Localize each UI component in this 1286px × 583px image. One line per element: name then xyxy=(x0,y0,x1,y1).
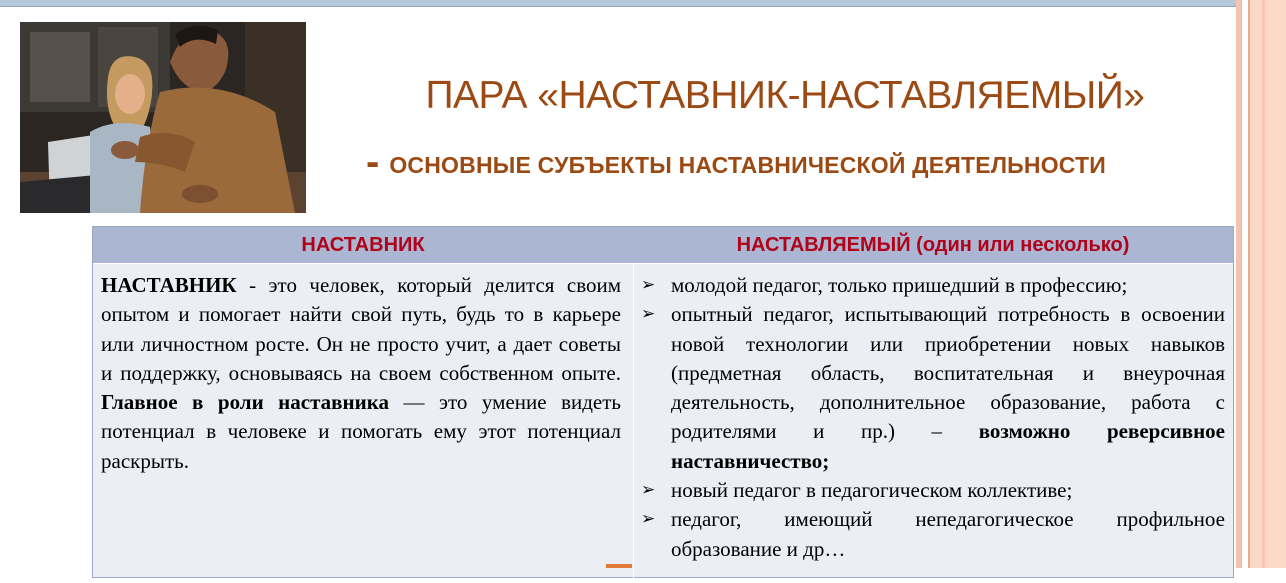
right-decor-stripe xyxy=(1262,0,1265,568)
list-item xyxy=(641,505,1225,564)
mentee-item-1: молодой педагог, только пришедший в профессию; xyxy=(671,273,1128,297)
mentee-list xyxy=(641,271,1225,564)
arrow-bullet-icon: ➢ xyxy=(641,509,656,530)
table-header-row xyxy=(93,227,1233,264)
mentee-item-3: новый педагог в педагогическом коллективе; xyxy=(671,478,1073,503)
list-item xyxy=(641,476,1225,505)
slide-title: ПАРА «НАСТАВНИК-НАСТАВЛЯЕМЫЙ» xyxy=(425,74,1145,117)
right-decor-stripe xyxy=(1248,0,1286,568)
mentor-bold-phrase: Главное в роли наставника xyxy=(101,390,389,415)
column-separator xyxy=(633,263,634,583)
slide-subtitle: ОСНОВНЫЕ СУБЪЕКТЫ НАСТАВНИЧЕСКОЙ ДЕЯТЕЛЬНОСТИ xyxy=(389,152,1107,178)
mentor-definition xyxy=(101,271,621,476)
slide-marker xyxy=(606,564,632,568)
slide-subtitle-row xyxy=(366,140,1106,185)
arrow-bullet-icon: ➢ xyxy=(641,480,656,501)
mentor-term: НАСТАВНИК xyxy=(101,273,237,297)
arrow-bullet-icon: ➢ xyxy=(641,275,656,295)
header-mentee-note: (один или несколько) xyxy=(910,234,1130,256)
mentor-photo xyxy=(20,22,306,213)
slide-top-border xyxy=(0,0,1286,7)
mentor-text-2: — это умение видеть потенциал в человеке и помогать ему этот потенциал раскрыть. xyxy=(101,390,621,473)
mentor-mentee-table xyxy=(92,226,1234,578)
mentee-item-4: педагог, имеющий непедагогическое профильное образование и др… xyxy=(671,507,1225,561)
list-item xyxy=(641,300,1225,476)
header-mentee-main: НАСТАВЛЯЕМЫЙ xyxy=(736,234,911,256)
mentor-text-1: - это человек, который делится своим опытом и помогает найти свой путь, будь то в карьере или личностном росте. Он не просто учит, а дает советы и поддержку, основываясь на своем собственном опыте. xyxy=(101,273,621,385)
header-mentee xyxy=(633,227,1233,263)
list-item xyxy=(641,271,1225,300)
mentee-item-2-bold: возможно реверсивное наставничество; xyxy=(671,419,1225,473)
arrow-bullet-icon: ➢ xyxy=(641,304,656,325)
mentee-item-2: опытный педагог, испытывающий потребность в освоении новой технологии или приобретении новых навыков (предметная область, воспитательная и внеурочная деятельность, дополнительное образование, работа с родителями и пр.) – xyxy=(671,302,1225,444)
subtitle-dash: - xyxy=(366,140,380,184)
header-mentor: НАСТАВНИК xyxy=(301,234,425,256)
